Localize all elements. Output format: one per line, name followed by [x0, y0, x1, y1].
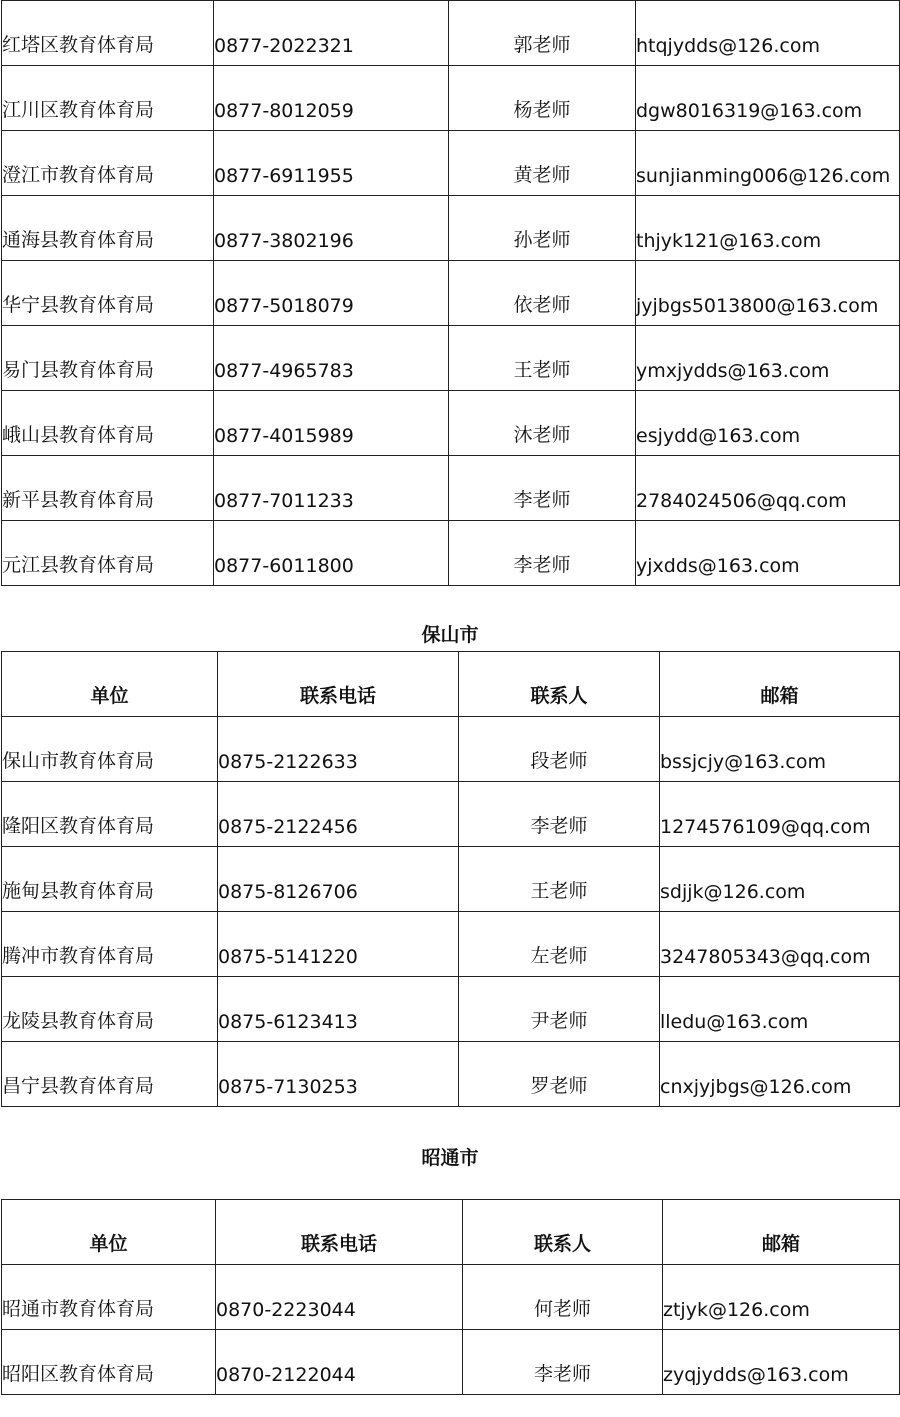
table-row — [2, 131, 900, 196]
cell-phone: 0875-2122633 — [218, 717, 459, 782]
header-phone: 联系电话 — [216, 1200, 463, 1265]
header-email: 邮箱 — [660, 652, 900, 717]
table-row — [2, 66, 900, 131]
cell-email: bssjcjy@163.com — [660, 717, 900, 782]
cell-person: 李老师 — [459, 782, 660, 847]
cell-phone: 0877-2022321 — [214, 1, 449, 66]
cell-unit: 易门县教育体育局 — [2, 326, 214, 391]
cell-unit: 保山市教育体育局 — [2, 717, 218, 782]
cell-phone: 0875-5141220 — [218, 912, 459, 977]
cell-phone: 0877-4965783 — [214, 326, 449, 391]
header-unit: 单位 — [2, 652, 218, 717]
cell-unit: 华宁县教育体育局 — [2, 261, 214, 326]
cell-phone: 0877-5018079 — [214, 261, 449, 326]
table-row — [2, 912, 900, 977]
table-body — [2, 717, 900, 1107]
contacts-table-section-2 — [1, 651, 900, 1107]
table-row — [2, 261, 900, 326]
cell-phone: 0875-6123413 — [218, 977, 459, 1042]
table-header-row — [2, 1200, 900, 1265]
cell-email: 1274576109@qq.com — [660, 782, 900, 847]
cell-person: 左老师 — [459, 912, 660, 977]
cell-person: 郭老师 — [449, 1, 636, 66]
cell-phone: 0875-8126706 — [218, 847, 459, 912]
city-title-zhaotong: 昭通市 — [421, 1147, 479, 1169]
contacts-table-section-1 — [1, 0, 900, 586]
cell-email: ztjyk@126.com — [663, 1265, 900, 1330]
cell-phone: 0877-6911955 — [214, 131, 449, 196]
cell-person: 段老师 — [459, 717, 660, 782]
contacts-table-section-3 — [1, 1199, 900, 1395]
cell-person: 孙老师 — [449, 196, 636, 261]
cell-unit: 通海县教育体育局 — [2, 196, 214, 261]
table-header-row — [2, 652, 900, 717]
cell-unit: 澄江市教育体育局 — [2, 131, 214, 196]
table-body — [2, 1265, 900, 1395]
cell-email: htqjydds@126.com — [636, 1, 900, 66]
header-person: 联系人 — [459, 652, 660, 717]
table-row — [2, 1330, 900, 1395]
cell-email: ymxjydds@163.com — [636, 326, 900, 391]
cell-person: 尹老师 — [459, 977, 660, 1042]
cell-phone: 0877-4015989 — [214, 391, 449, 456]
table-row — [2, 1042, 900, 1107]
table-row — [2, 521, 900, 586]
table-row — [2, 196, 900, 261]
cell-phone: 0875-7130253 — [218, 1042, 459, 1107]
cell-person: 李老师 — [449, 456, 636, 521]
table-row — [2, 782, 900, 847]
city-title-baoshan: 保山市 — [421, 624, 479, 646]
cell-email: lledu@163.com — [660, 977, 900, 1042]
cell-person: 李老师 — [463, 1330, 663, 1395]
cell-email: cnxjyjbgs@126.com — [660, 1042, 900, 1107]
table-row — [2, 1265, 900, 1330]
cell-email: esjydd@163.com — [636, 391, 900, 456]
cell-person: 沐老师 — [449, 391, 636, 456]
cell-unit: 峨山县教育体育局 — [2, 391, 214, 456]
cell-unit: 新平县教育体育局 — [2, 456, 214, 521]
table-row — [2, 717, 900, 782]
cell-unit: 昌宁县教育体育局 — [2, 1042, 218, 1107]
header-phone: 联系电话 — [218, 652, 459, 717]
table-row — [2, 1, 900, 66]
cell-person: 黄老师 — [449, 131, 636, 196]
cell-person: 依老师 — [449, 261, 636, 326]
cell-unit: 江川区教育体育局 — [2, 66, 214, 131]
table-row — [2, 391, 900, 456]
cell-email: sunjianming006@126.com — [636, 131, 900, 196]
table-body — [2, 1, 900, 586]
cell-email: 3247805343@qq.com — [660, 912, 900, 977]
cell-phone: 0877-6011800 — [214, 521, 449, 586]
cell-email: zyqjydds@163.com — [663, 1330, 900, 1395]
cell-unit: 腾冲市教育体育局 — [2, 912, 218, 977]
cell-unit: 隆阳区教育体育局 — [2, 782, 218, 847]
cell-phone: 0877-7011233 — [214, 456, 449, 521]
cell-person: 王老师 — [459, 847, 660, 912]
header-unit: 单位 — [2, 1200, 216, 1265]
cell-phone: 0870-2122044 — [216, 1330, 463, 1395]
cell-unit: 昭阳区教育体育局 — [2, 1330, 216, 1395]
cell-person: 何老师 — [463, 1265, 663, 1330]
cell-email: sdjjk@126.com — [660, 847, 900, 912]
cell-phone: 0877-3802196 — [214, 196, 449, 261]
cell-phone: 0875-2122456 — [218, 782, 459, 847]
cell-email: yjxdds@163.com — [636, 521, 900, 586]
cell-unit: 龙陵县教育体育局 — [2, 977, 218, 1042]
cell-phone: 0877-8012059 — [214, 66, 449, 131]
header-email: 邮箱 — [663, 1200, 900, 1265]
cell-email: jyjbgs5013800@163.com — [636, 261, 900, 326]
cell-person: 王老师 — [449, 326, 636, 391]
table-row — [2, 326, 900, 391]
cell-email: dgw8016319@163.com — [636, 66, 900, 131]
cell-person: 李老师 — [449, 521, 636, 586]
cell-email: 2784024506@qq.com — [636, 456, 900, 521]
cell-phone: 0870-2223044 — [216, 1265, 463, 1330]
cell-unit: 元江县教育体育局 — [2, 521, 214, 586]
cell-email: thjyk121@163.com — [636, 196, 900, 261]
cell-person: 罗老师 — [459, 1042, 660, 1107]
header-person: 联系人 — [463, 1200, 663, 1265]
table-row — [2, 456, 900, 521]
cell-unit: 红塔区教育体育局 — [2, 1, 214, 66]
table-row — [2, 847, 900, 912]
cell-unit: 昭通市教育体育局 — [2, 1265, 216, 1330]
cell-unit: 施甸县教育体育局 — [2, 847, 218, 912]
table-row — [2, 977, 900, 1042]
cell-person: 杨老师 — [449, 66, 636, 131]
